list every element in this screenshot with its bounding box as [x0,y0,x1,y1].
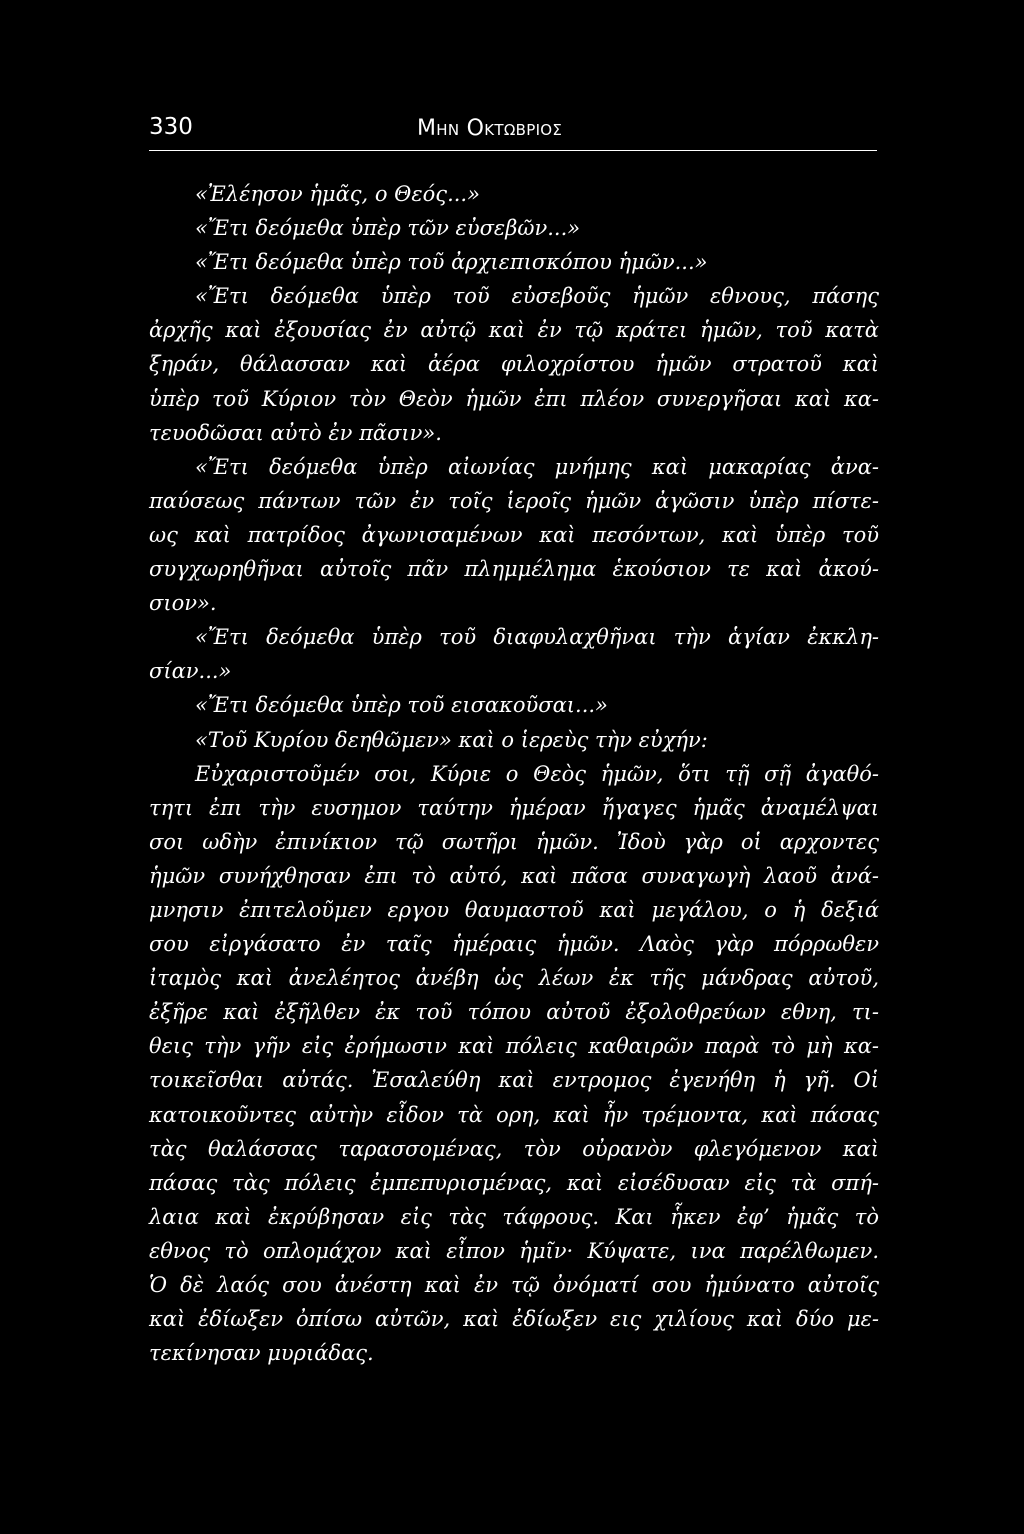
page-header [149,112,877,151]
text-line: «Ἐλέησον ἡμᾶς, ο Θεός...» [195,182,480,206]
text-line: σοι ωδὴν ἐπινίκιον τῷ σωτῆρι ἡμῶν. Ἰδοὺ γὰρ οἱ αρχοντες [149,829,879,854]
text-line: ὑπὲρ τοῦ Κύριον τὸν Θεὸν ἡμῶν ἐπι πλέον συνεργῆσαι καὶ κα- [149,386,879,411]
text-line: κατοικοῦντες αὐτὴν εἶδον τὰ ορη, καὶ ἦν τρέμοντα, καὶ πάσας [149,1102,879,1127]
running-title: Μην Οκτωβριος [417,116,563,141]
text-line: τὰς θαλάσσας ταρασσομένας, τὸν οὐρανὸν φλεγόμενον καὶ [149,1136,879,1161]
text-line: ἐξῆρε καὶ ἐξῆλθεν ἐκ τοῦ τόπου αὐτοῦ ἐξολοθρεύων εθνη, τι- [149,1000,879,1025]
text-line: «Τοῦ Κυρίου δεηθῶμεν» καὶ ο ἱερεὺς τὴν εὐχήν: [195,727,708,752]
text-line: ἀρχῆς καὶ ἐξουσίας ἐν αὐτῷ καὶ ἐν τῷ κράτει ἡμῶν, τοῦ κατὰ [149,318,879,343]
page-number: 330 [149,114,193,140]
text-line: συγχωρηθῆναι αὐτοῖς πᾶν πλημμέλημα ἑκούσιον τε καὶ ἀκού- [149,557,879,582]
text-line: σίαν...» [149,659,232,684]
text-line: τητι ἐπι τὴν ευσημον ταύτην ἡμέραν ἤγαγες ἡμᾶς ἀναμέλψαι [149,795,879,820]
text-line: τευοδῶσαι αὐτὸ ἐν πᾶσιν». [149,420,442,445]
body-text [149,177,879,1370]
text-line: καὶ ἐδίωξεν ὀπίσω αὐτῶν, καὶ ἐδίωξεν εις χιλίους καὶ δύο με- [149,1307,879,1332]
text-line: «Ἔτι δεόμεθα ὑπὲρ τοῦ εισακοῦσαι...» [195,693,608,718]
text-line: «Ἔτι δεόμεθα ὑπὲρ τοῦ εὐσεβοῦς ἡμῶν εθνους, πάσης [195,284,879,309]
text-line: Εὐχαριστοῦμέν σοι, Κύριε ο Θεὸς ἡμῶν, ὅτι τῇ σῇ ἀγαθό- [195,761,879,786]
text-line: πάσας τὰς πόλεις ἐμπεπυρισμένας, καὶ εἰσέδυσαν εἰς τὰ σπή- [149,1170,879,1195]
text-line: «Ἔτι δεόμεθα ὑπὲρ αἰωνίας μνήμης καὶ μακαρίας ἀνα- [195,454,879,479]
text-line: ἡμῶν συνήχθησαν ἐπι τὸ αὐτό, καὶ πᾶσα συναγωγὴ λαοῦ ἀνά- [149,863,879,888]
text-line: τοικεῖσθαι αὐτάς. Ἐσαλεύθη καὶ εντρομος ἐγενήθη ἡ γῆ. Οἱ [149,1068,879,1093]
text-line: ως καὶ πατρίδος ἀγωνισαμένων καὶ πεσόντων, καὶ ὑπὲρ τοῦ [149,522,879,547]
text-line: σου εἰργάσατο ἐν ταῖς ἡμέραις ἡμῶν. Λαὸς γὰρ πόρρωθεν [149,932,879,957]
text-line: εθνος τὸ οπλομάχον καὶ εἶπον ἡμῖν· Κύψατε, ινα παρέλθωμεν. [149,1238,879,1263]
text-line: παύσεως πάντων τῶν ἐν τοῖς ἱεροῖς ἡμῶν ἀγῶσιν ὑπὲρ πίστε- [149,488,879,513]
text-line: λαια καὶ ἐκρύβησαν εἰς τὰς τάφρους. Και ἧκεν ἐφ’ ἡμᾶς τὸ [149,1204,879,1229]
text-line: θεις τὴν γῆν εἰς ἐρήμωσιν καὶ πόλεις καθαιρῶν παρὰ τὸ μὴ κα- [149,1034,879,1059]
text-line: ἰταμὸς καὶ ἀνελέητος ἀνέβη ὡς λέων ἐκ τῆς μάνδρας αὐτοῦ, [149,966,879,991]
text-line: τεκίνησαν μυριάδας. [149,1341,374,1366]
text-line: μνησιν ἐπιτελοῦμεν εργου θαυμαστοῦ καὶ μεγάλου, ο ἡ δεξιά [149,897,879,922]
text-line: «Ἔτι δεόμεθα ὑπὲρ τοῦ διαφυλαχθῆναι τὴν ἁγίαν ἐκκλη- [195,625,879,650]
text-line: ξηράν, θάλασσαν καὶ ἀέρα φιλοχρίστου ἡμῶν στρατοῦ καὶ [149,352,879,377]
text-line: «Ἔτι δεόμεθα ὑπὲρ τοῦ ἀρχιεπισκόπου ἡμῶν...» [195,250,708,275]
text-line: Ὁ δὲ λαός σου ἀνέστη καὶ ἐν τῷ ὀνόματί σου ἠμύνατο αὐτοῖς [149,1273,879,1297]
text-line: σιον». [149,591,217,616]
text-line: «Ἔτι δεόμεθα ὑπὲρ τῶν εὐσεβῶν...» [195,216,581,241]
